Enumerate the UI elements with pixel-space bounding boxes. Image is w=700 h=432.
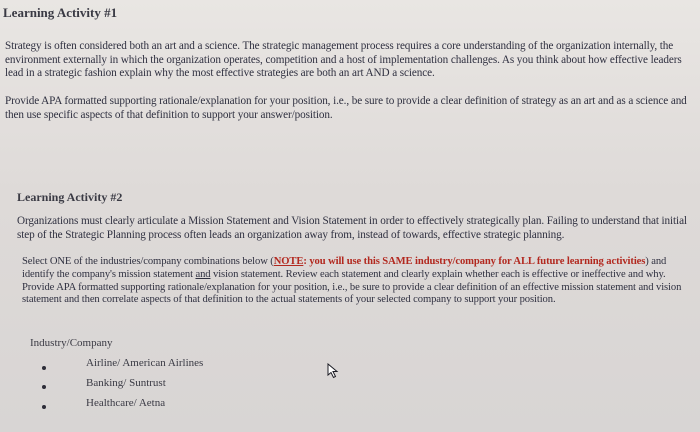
industry-company-label: Industry/Company <box>30 337 113 349</box>
activity-2-paragraph-2 <box>22 256 682 307</box>
activity-2-paragraph-1: Organizations must clearly articulate a Mission Statement and Vision Statement in order to effectively strategically plan. Failing to understand that initial step of the Strategic Planning process often leads an organization away from, instead of towards, effective strategic planning. <box>17 215 687 241</box>
note-text: : you will use this SAME industry/company for ALL future learning activities <box>303 256 646 267</box>
list-item: Banking/ Suntrust <box>86 377 166 389</box>
and-word: and <box>195 268 211 280</box>
identify-text: ) and identify the company's mission statement <box>22 256 667 280</box>
select-text: Select ONE of the industries/company combinations below ( <box>22 256 274 267</box>
review-text: vision statement. Review each statement and clearly explain whether each is effective or ineffective and why. Provide APA formatted supporting rationale/explanation for your position, i.e., be sure to provide a clear definition of an effective mission statement and vision statement and then correlate aspects of that definition to the actual statements of your selected company to support your position. <box>22 268 682 306</box>
activity-1-paragraph-1: Strategy is often considered both an art and a science. The strategic management process requires a core understanding of the organization internally, the environment externally in which the organization operates, competition and a host of implementation challenges. As you think about how effective leaders lead in a strategic fashion explain why the most effective strategies are both an art AND a science. <box>5 40 682 79</box>
bullet-icon <box>42 385 46 389</box>
bullet-icon <box>42 366 46 370</box>
mouse-pointer-icon <box>326 363 340 379</box>
bullet-icon <box>42 405 46 409</box>
list-item: Airline/ American Airlines <box>86 357 204 369</box>
activity-2-heading: Learning Activity #2 <box>17 190 123 204</box>
activity-1-paragraph-2: Provide APA formatted supporting rationale/explanation for your position, i.e., be sure to provide a clear definition of strategy as an art and as a science and then use specific aspects of that definition to support your answer/position. <box>5 95 687 121</box>
activity-1-heading: Learning Activity #1 <box>3 5 118 20</box>
note-label: NOTE <box>273 256 304 267</box>
list-item: Healthcare/ Aetna <box>86 397 166 409</box>
